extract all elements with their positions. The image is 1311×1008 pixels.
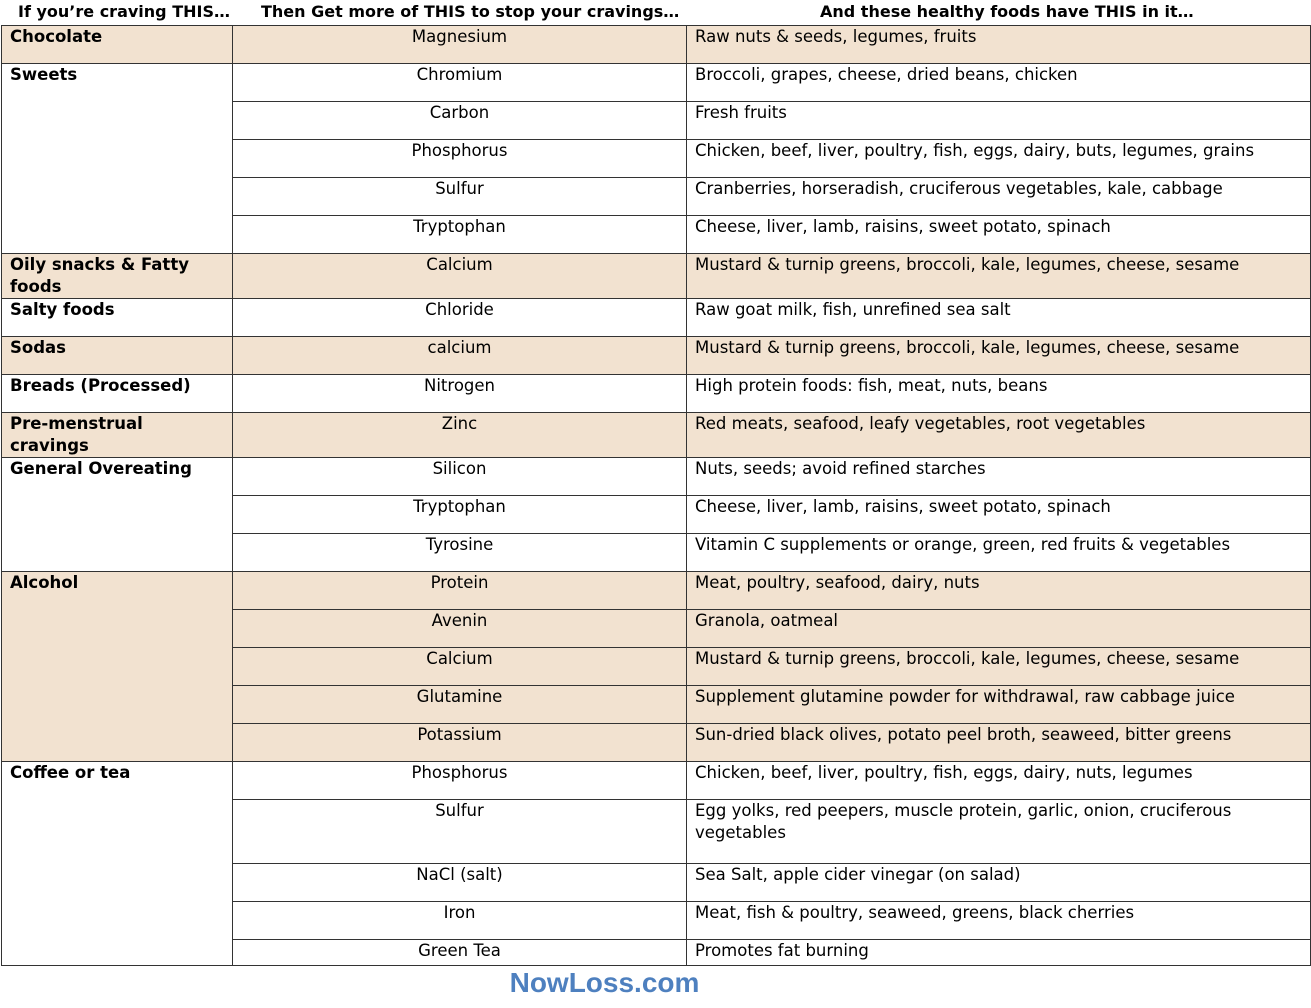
nutrient-cell: Tryptophan <box>233 216 687 254</box>
craving-cell: Sweets <box>2 64 233 254</box>
table-row <box>2 458 1311 496</box>
nutrient-cell: Chromium <box>233 64 687 102</box>
foods-cell: Raw goat milk, fish, unrefined sea salt <box>687 299 1311 337</box>
foods-cell: Nuts, seeds; avoid refined starches <box>687 458 1311 496</box>
brand-watermark: NowLoss.com <box>509 967 700 998</box>
nutrient-cell: Sulfur <box>233 178 687 216</box>
foods-cell: Cheese, liver, lamb, raisins, sweet potato, spinach <box>687 216 1311 254</box>
craving-cell: Chocolate <box>2 26 233 64</box>
nutrient-cell: Calcium <box>233 254 687 299</box>
nutrient-cell: Carbon <box>233 102 687 140</box>
foods-cell: Cranberries, horseradish, cruciferous vegetables, kale, cabbage <box>687 178 1311 216</box>
nutrient-cell: Glutamine <box>233 686 687 724</box>
header-nutrient: Then Get more of THIS to stop your cravings… <box>261 2 680 21</box>
header-foods: And these healthy foods have THIS in it… <box>820 2 1194 21</box>
foods-cell: Raw nuts & seeds, legumes, fruits <box>687 26 1311 64</box>
table-row <box>2 299 1311 337</box>
foods-cell: Red meats, seafood, leafy vegetables, root vegetables <box>687 413 1311 458</box>
table-row <box>2 26 1311 64</box>
nutrient-cell: Magnesium <box>233 26 687 64</box>
nutrient-cell: Zinc <box>233 413 687 458</box>
table-row <box>2 413 1311 458</box>
craving-cell: Alcohol <box>2 572 233 762</box>
foods-cell: Meat, poultry, seafood, dairy, nuts <box>687 572 1311 610</box>
craving-cell: Oily snacks & Fatty foods <box>2 254 233 299</box>
craving-cell: Pre-menstrual cravings <box>2 413 233 458</box>
table-row <box>2 762 1311 800</box>
foods-cell: Meat, fish & poultry, seaweed, greens, black cherries <box>687 902 1311 940</box>
table-row <box>2 375 1311 413</box>
nutrient-cell: Green Tea <box>233 940 687 966</box>
foods-cell: Mustard & turnip greens, broccoli, kale, legumes, cheese, sesame <box>687 337 1311 375</box>
cravings-table <box>1 25 1311 966</box>
craving-cell: Salty foods <box>2 299 233 337</box>
nutrient-cell: NaCl (salt) <box>233 864 687 902</box>
nutrient-cell: Tryptophan <box>233 496 687 534</box>
nutrient-cell: Calcium <box>233 648 687 686</box>
nutrient-cell: Sulfur <box>233 800 687 864</box>
nutrient-cell: Iron <box>233 902 687 940</box>
table-row <box>2 254 1311 299</box>
header-craving: If you’re craving THIS… <box>18 2 230 21</box>
craving-cell: Coffee or tea <box>2 762 233 966</box>
foods-cell: Sun-dried black olives, potato peel broth, seaweed, bitter greens <box>687 724 1311 762</box>
nutrient-cell: Chloride <box>233 299 687 337</box>
nutrient-cell: calcium <box>233 337 687 375</box>
table-row <box>2 572 1311 610</box>
foods-cell: Mustard & turnip greens, broccoli, kale, legumes, cheese, sesame <box>687 254 1311 299</box>
nutrient-cell: Protein <box>233 572 687 610</box>
table-row <box>2 64 1311 102</box>
nutrient-cell: Potassium <box>233 724 687 762</box>
foods-cell: Mustard & turnip greens, broccoli, kale, legumes, cheese, sesame <box>687 648 1311 686</box>
nutrient-cell: Phosphorus <box>233 762 687 800</box>
craving-cell: Sodas <box>2 337 233 375</box>
foods-cell: Chicken, beef, liver, poultry, fish, eggs, dairy, buts, legumes, grains <box>687 140 1311 178</box>
foods-cell: Egg yolks, red peepers, muscle protein, garlic, onion, cruciferous vegetables <box>687 800 1311 864</box>
foods-cell: Fresh fruits <box>687 102 1311 140</box>
foods-cell: High protein foods: fish, meat, nuts, beans <box>687 375 1311 413</box>
foods-cell: Vitamin C supplements or orange, green, red fruits & vegetables <box>687 534 1311 572</box>
foods-cell: Cheese, liver, lamb, raisins, sweet potato, spinach <box>687 496 1311 534</box>
craving-cell: General Overeating <box>2 458 233 572</box>
foods-cell: Supplement glutamine powder for withdrawal, raw cabbage juice <box>687 686 1311 724</box>
table-row <box>2 337 1311 375</box>
foods-cell: Promotes fat burning <box>687 940 1311 966</box>
foods-cell: Granola, oatmeal <box>687 610 1311 648</box>
foods-cell: Chicken, beef, liver, poultry, fish, eggs, dairy, nuts, legumes <box>687 762 1311 800</box>
foods-cell: Broccoli, grapes, cheese, dried beans, chicken <box>687 64 1311 102</box>
foods-cell: Sea Salt, apple cider vinegar (on salad) <box>687 864 1311 902</box>
nutrient-cell: Tyrosine <box>233 534 687 572</box>
table-header <box>0 0 1311 25</box>
nutrient-cell: Silicon <box>233 458 687 496</box>
nutrient-cell: Nitrogen <box>233 375 687 413</box>
nutrient-cell: Phosphorus <box>233 140 687 178</box>
craving-cell: Breads (Processed) <box>2 375 233 413</box>
nutrient-cell: Avenin <box>233 610 687 648</box>
